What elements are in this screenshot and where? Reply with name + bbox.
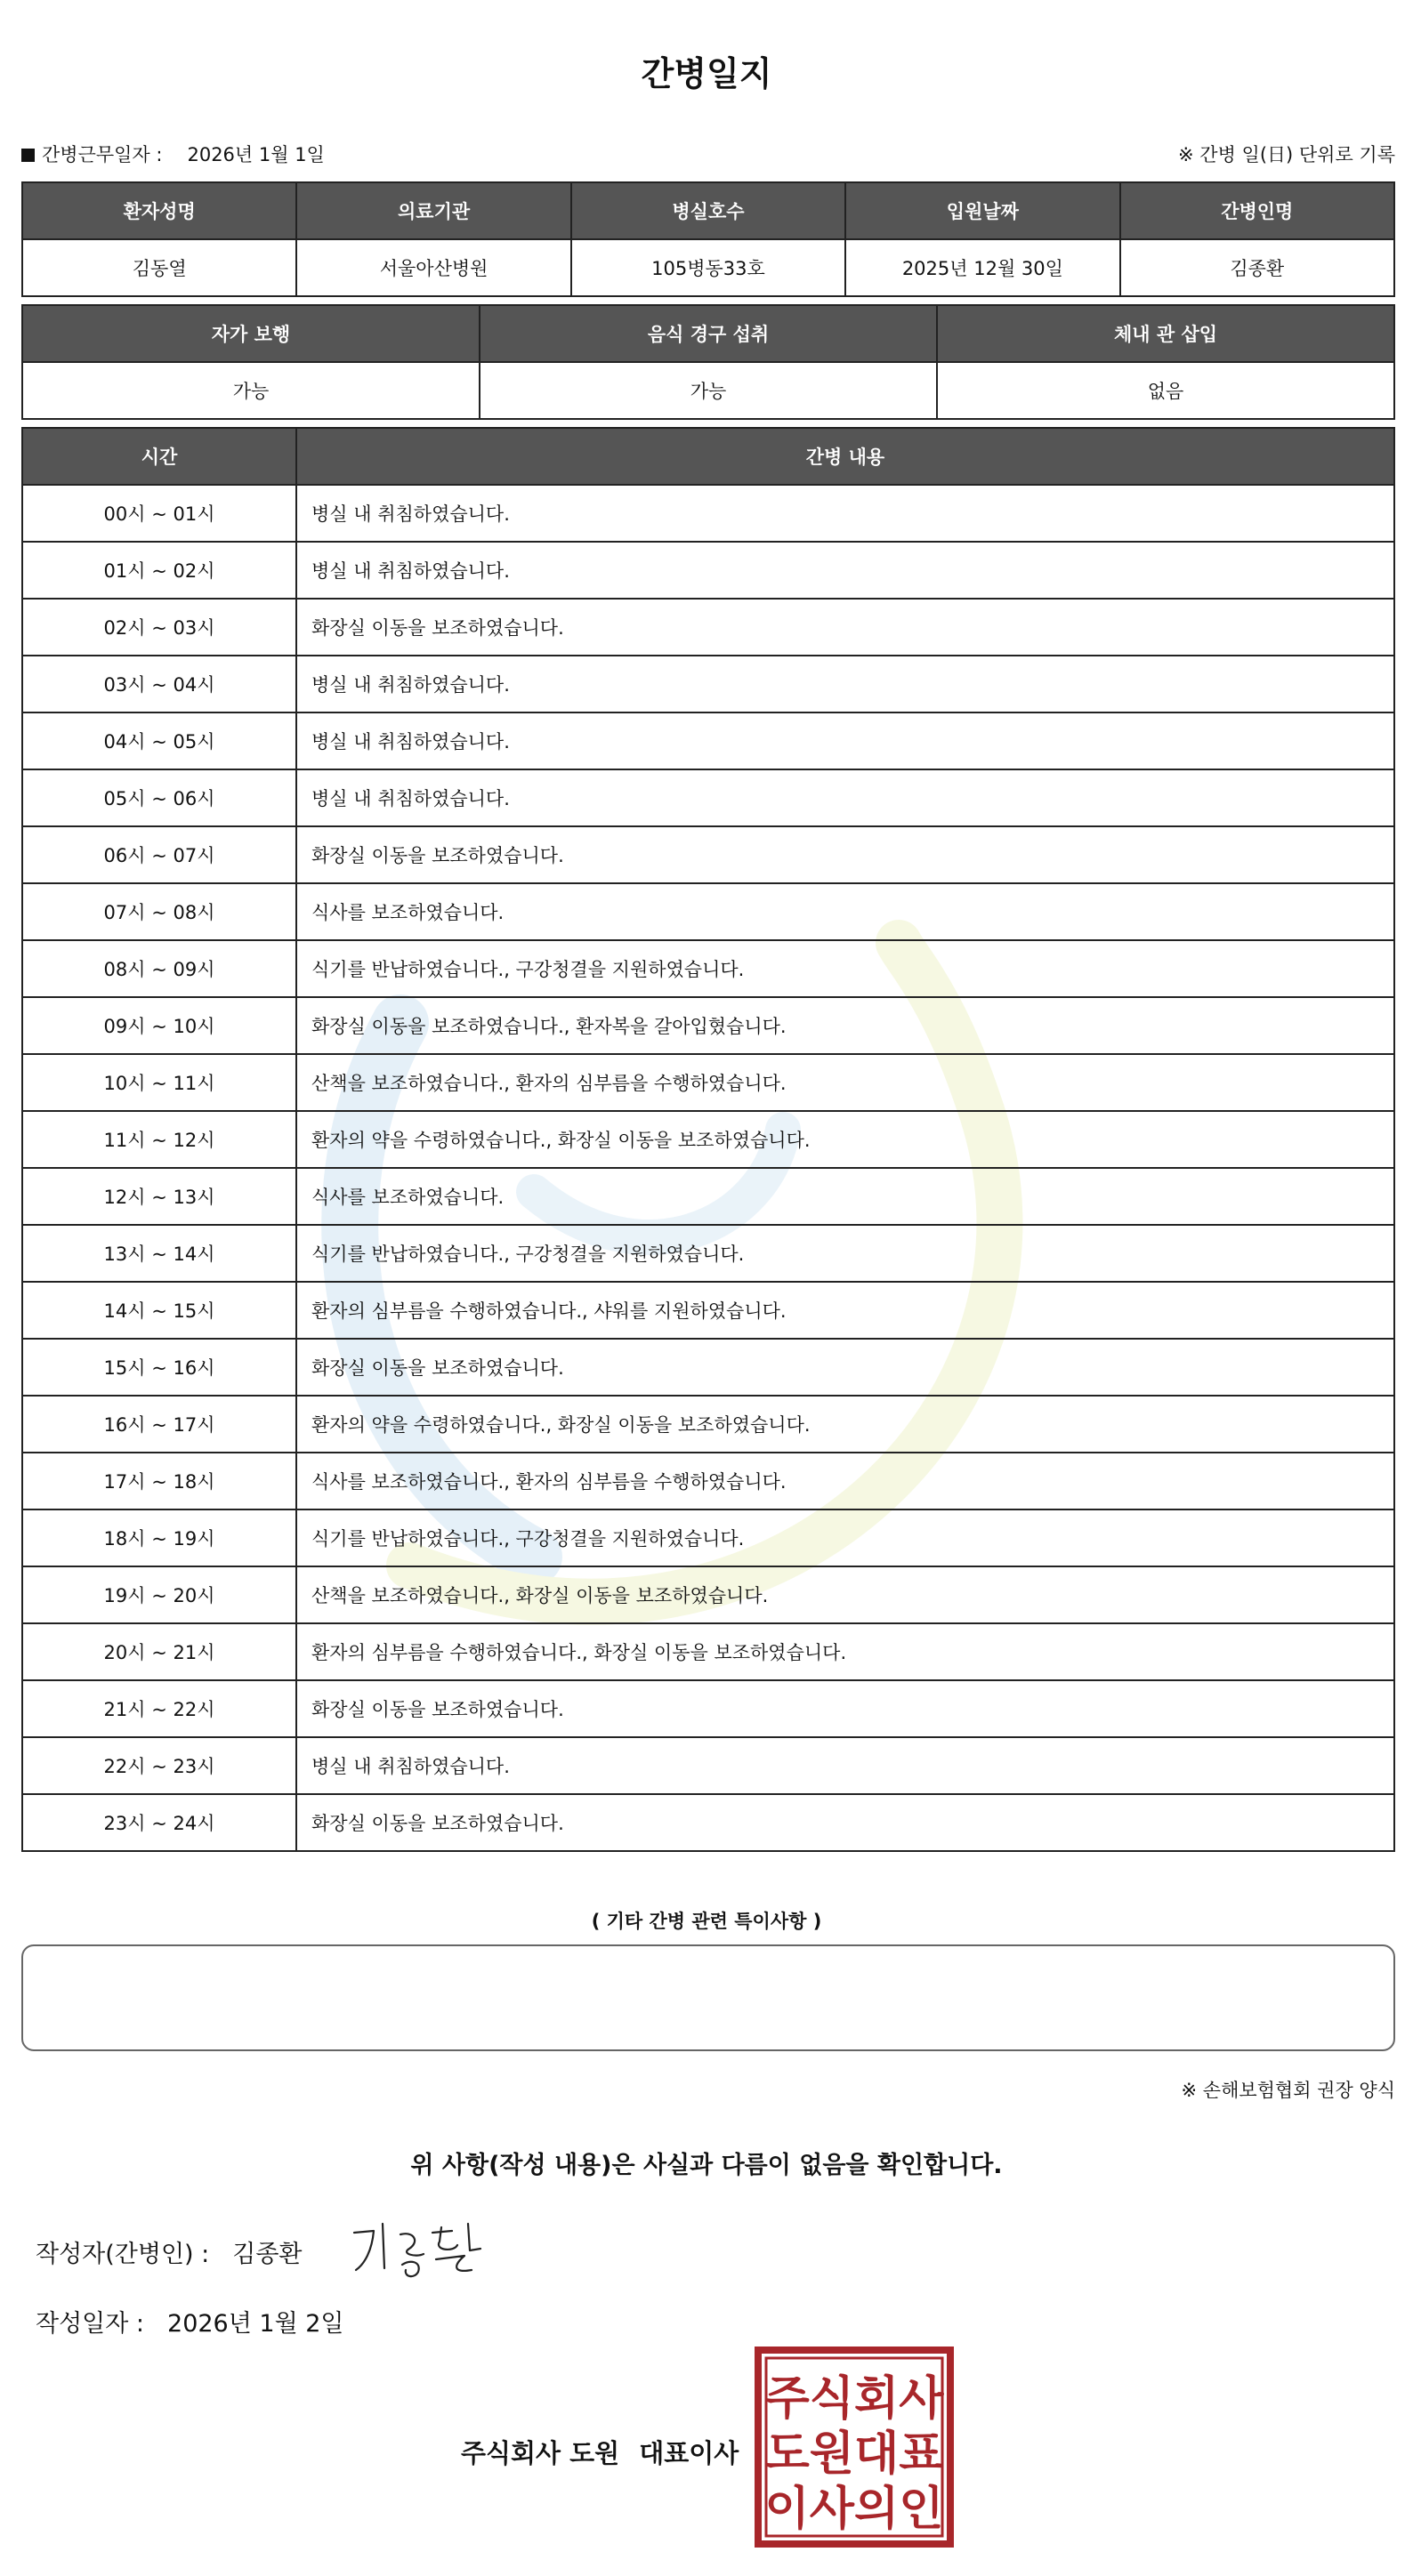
care-log-time: 03시 ~ 04시 [22, 656, 296, 712]
patient-info-value-row [22, 239, 1394, 296]
care-log-content: 화장실 이동을 보조하였습니다. [296, 1339, 1394, 1396]
care-log-row [22, 1680, 1394, 1737]
care-log-content: 화장실 이동을 보조하였습니다. [296, 826, 1394, 883]
care-log-row [22, 1509, 1394, 1566]
care-log-content: 화장실 이동을 보조하였습니다. [296, 599, 1394, 656]
care-log-content: 식기를 반납하였습니다., 구강청결을 지원하였습니다. [296, 1509, 1394, 1566]
work-date-value: 2026년 1월 1일 [187, 144, 325, 165]
care-log-content: 환자의 약을 수령하였습니다., 화장실 이동을 보조하였습니다. [296, 1111, 1394, 1168]
work-date-label: 간병근무일자 : [42, 144, 163, 165]
patient-status-table [21, 304, 1395, 420]
care-log-time: 00시 ~ 01시 [22, 485, 296, 542]
care-log-row [22, 485, 1394, 542]
care-log-row [22, 1794, 1394, 1851]
care-log-time: 07시 ~ 08시 [22, 883, 296, 940]
company-seal-icon [755, 2347, 954, 2548]
care-log-row [22, 1566, 1394, 1623]
care-log-content: 환자의 약을 수령하였습니다., 화장실 이동을 보조하였습니다. [296, 1396, 1394, 1453]
care-log-time: 15시 ~ 16시 [22, 1339, 296, 1396]
seal-text-row: 이사의인 [764, 2483, 944, 2536]
written-date-line [36, 2304, 344, 2339]
care-log-header-row [22, 428, 1394, 485]
notes-box [21, 1944, 1395, 2051]
value-room: 105병동33호 [571, 239, 845, 296]
care-log-content: 산책을 보조하였습니다., 화장실 이동을 보조하였습니다. [296, 1566, 1394, 1623]
header-hospital: 의료기관 [296, 182, 570, 239]
writer-label: 작성자(간병인) : [36, 2241, 210, 2268]
care-log-body [22, 485, 1394, 1851]
care-log-content: 화장실 이동을 보조하였습니다. [296, 1680, 1394, 1737]
care-log-time: 19시 ~ 20시 [22, 1566, 296, 1623]
notes-title: ( 기타 간병 관련 특이사항 ) [591, 1911, 822, 1932]
care-log-row [22, 826, 1394, 883]
care-log-time: 12시 ~ 13시 [22, 1168, 296, 1225]
value-caregiver-name: 김종환 [1120, 239, 1394, 296]
header-caregiver-name: 간병인명 [1120, 182, 1394, 239]
care-log-row [22, 1225, 1394, 1282]
care-log-content: 병실 내 취침하였습니다. [296, 769, 1394, 826]
care-log-row [22, 1623, 1394, 1680]
care-log-content: 화장실 이동을 보조하였습니다. [296, 1794, 1394, 1851]
care-log-content: 식기를 반납하였습니다., 구강청결을 지원하였습니다. [296, 1225, 1394, 1282]
care-log-content: 환자의 심부름을 수행하였습니다., 화장실 이동을 보조하였습니다. [296, 1623, 1394, 1680]
header-care-content: 간병 내용 [296, 428, 1394, 485]
value-patient-name: 김동열 [22, 239, 296, 296]
unit-note: ※ 간병 일(日) 단위로 기록 [1178, 144, 1395, 165]
care-log-row [22, 1111, 1394, 1168]
patient-status-value-row [22, 362, 1394, 419]
header-time: 시간 [22, 428, 296, 485]
care-log-content: 식사를 보조하였습니다., 환자의 심부름을 수행하였습니다. [296, 1453, 1394, 1509]
writer-line [36, 2234, 303, 2269]
care-log-content: 산책을 보조하였습니다., 환자의 심부름을 수행하였습니다. [296, 1054, 1394, 1111]
care-log-row [22, 542, 1394, 599]
care-log-row [22, 997, 1394, 1054]
confirmation-statement: 위 사항(작성 내용)은 사실과 다름이 없음을 확인합니다. [410, 2152, 1003, 2179]
care-log-row [22, 712, 1394, 769]
header-self-walking: 자가 보행 [22, 305, 480, 362]
care-log-content: 식기를 반납하였습니다., 구강청결을 지원하였습니다. [296, 940, 1394, 997]
care-log-time: 08시 ~ 09시 [22, 940, 296, 997]
care-log-time: 06시 ~ 07시 [22, 826, 296, 883]
company-title: 대표이사 [639, 2438, 739, 2468]
care-log-time: 10시 ~ 11시 [22, 1054, 296, 1111]
square-bullet-icon [21, 149, 35, 162]
care-log-row [22, 883, 1394, 940]
care-log-row [22, 656, 1394, 712]
patient-info-header-row [22, 182, 1394, 239]
work-date-line [21, 141, 325, 167]
patient-status-header-row [22, 305, 1394, 362]
care-log-content: 병실 내 취침하였습니다. [296, 542, 1394, 599]
written-date-value: 2026년 1월 2일 [167, 2310, 344, 2338]
care-log-row [22, 599, 1394, 656]
value-admission-date: 2025년 12월 30일 [845, 239, 1119, 296]
care-log-row [22, 769, 1394, 826]
header-tube-insertion: 체내 관 삽입 [937, 305, 1394, 362]
care-log-row [22, 1339, 1394, 1396]
care-log-content: 병실 내 취침하였습니다. [296, 712, 1394, 769]
header-patient-name: 환자성명 [22, 182, 296, 239]
care-log-content: 환자의 심부름을 수행하였습니다., 샤워를 지원하였습니다. [296, 1282, 1394, 1339]
header-admission-date: 입원날짜 [845, 182, 1119, 239]
care-log-time: 01시 ~ 02시 [22, 542, 296, 599]
seal-text-row: 주식회사 [764, 2372, 944, 2426]
care-log-row [22, 1282, 1394, 1339]
care-log-time: 20시 ~ 21시 [22, 1623, 296, 1680]
care-log-time: 04시 ~ 05시 [22, 712, 296, 769]
handwritten-signature-icon [347, 2215, 489, 2286]
care-log-content: 화장실 이동을 보조하였습니다., 환자복을 갈아입혔습니다. [296, 997, 1394, 1054]
value-oral-intake: 가능 [480, 362, 937, 419]
care-log-time: 21시 ~ 22시 [22, 1680, 296, 1737]
page-title: 간병일지 [641, 54, 772, 93]
care-log-time: 22시 ~ 23시 [22, 1737, 296, 1794]
care-log-content: 식사를 보조하였습니다. [296, 1168, 1394, 1225]
care-log-content: 식사를 보조하였습니다. [296, 883, 1394, 940]
care-log-time: 05시 ~ 06시 [22, 769, 296, 826]
company-name: 주식회사 도원 [461, 2438, 620, 2468]
care-log-time: 23시 ~ 24시 [22, 1794, 296, 1851]
care-log-content: 병실 내 취침하였습니다. [296, 1737, 1394, 1794]
care-log-time: 09시 ~ 10시 [22, 997, 296, 1054]
value-tube-insertion: 없음 [937, 362, 1394, 419]
header-oral-intake: 음식 경구 섭취 [480, 305, 937, 362]
care-log-table [21, 427, 1395, 1852]
care-log-row [22, 1737, 1394, 1794]
care-log-content: 병실 내 취침하였습니다. [296, 485, 1394, 542]
care-log-time: 02시 ~ 03시 [22, 599, 296, 656]
value-hospital: 서울아산병원 [296, 239, 570, 296]
value-self-walking: 가능 [22, 362, 480, 419]
care-log-row [22, 940, 1394, 997]
seal-text-row: 도원대표 [764, 2427, 944, 2481]
care-log-time: 14시 ~ 15시 [22, 1282, 296, 1339]
care-log-time: 16시 ~ 17시 [22, 1396, 296, 1453]
care-log-row [22, 1453, 1394, 1509]
written-date-label: 작성일자 : [36, 2310, 145, 2338]
care-log-time: 18시 ~ 19시 [22, 1509, 296, 1566]
care-log-time: 17시 ~ 18시 [22, 1453, 296, 1509]
care-log-content: 병실 내 취침하였습니다. [296, 656, 1394, 712]
writer-name: 김종환 [232, 2241, 303, 2268]
recommend-note: ※ 손해보험협회 권장 양식 [1181, 2080, 1395, 2101]
care-log-row [22, 1054, 1394, 1111]
care-log-row [22, 1396, 1394, 1453]
header-room: 병실호수 [571, 182, 845, 239]
company-line [461, 2434, 739, 2470]
care-log-time: 11시 ~ 12시 [22, 1111, 296, 1168]
care-log-row [22, 1168, 1394, 1225]
care-log-time: 13시 ~ 14시 [22, 1225, 296, 1282]
patient-info-table [21, 181, 1395, 297]
